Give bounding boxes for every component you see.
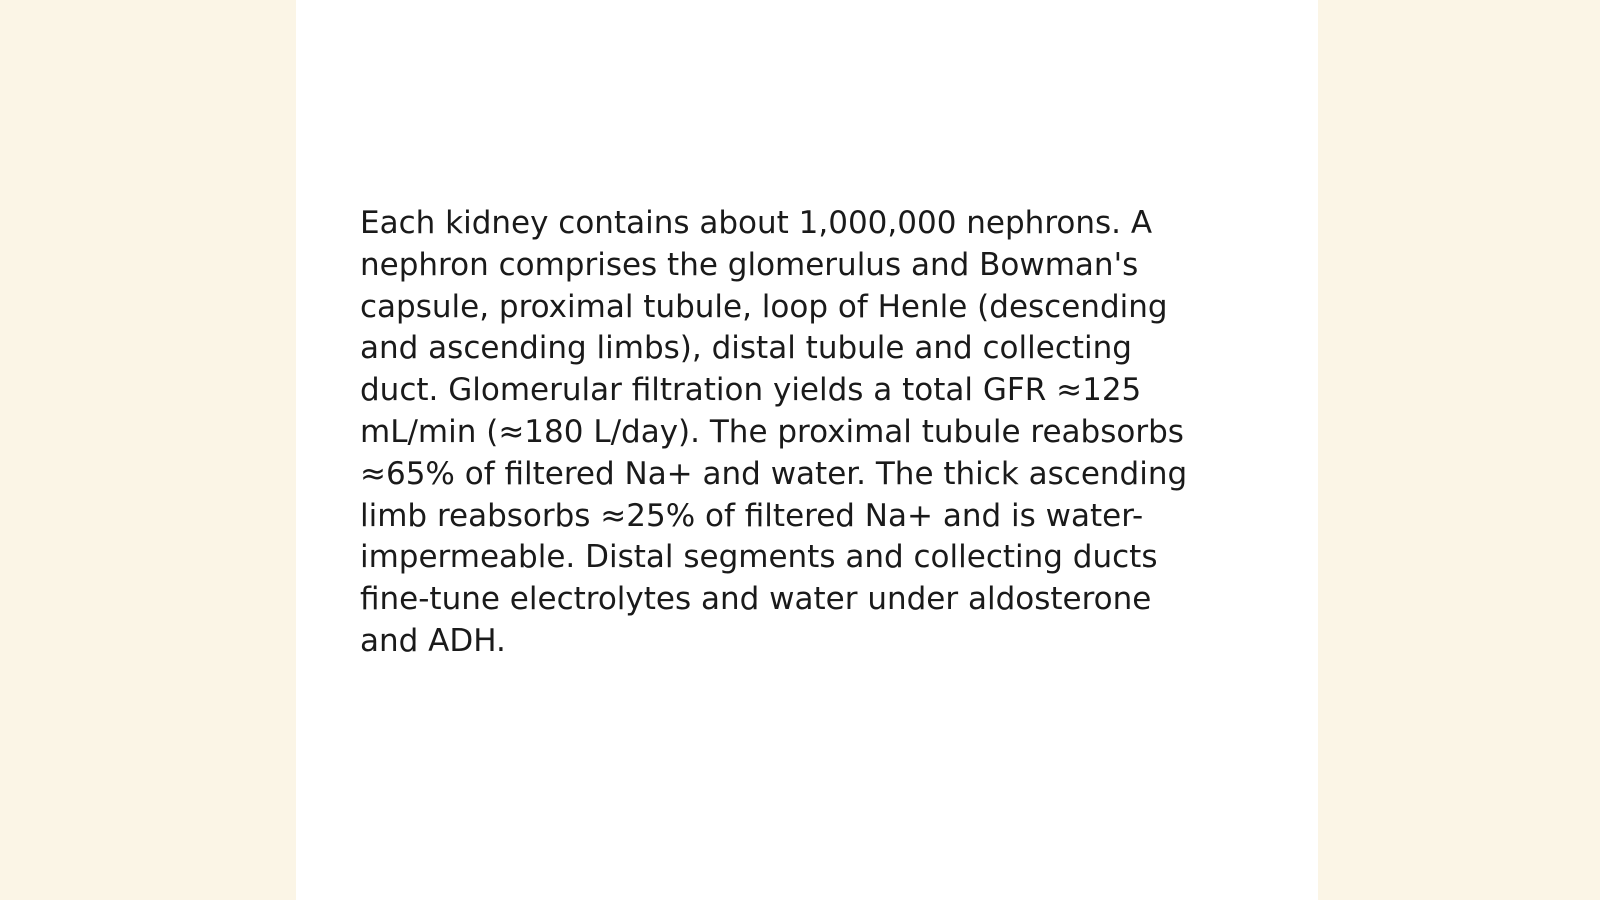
paragraph-line: duct. Glomerular filtration yields a total GFR ≈125 (360, 372, 1142, 409)
paragraph-line: fine-tune electrolytes and water under aldosterone (360, 581, 1152, 618)
paragraph-line: mL/min (≈180 L/day). The proximal tubule reabsorbs (360, 413, 1184, 450)
paragraph-line: and ADH. (360, 622, 506, 659)
paragraph-line: ≈65% of filtered Na+ and water. The thick ascending (360, 455, 1188, 492)
paragraph-line: nephron comprises the glomerulus and Bowman's (360, 246, 1139, 283)
paragraph-line: Each kidney contains about 1,000,000 nephrons. A (360, 205, 1153, 241)
paragraph-line: limb reabsorbs ≈25% of filtered Na+ and is water- (360, 497, 1144, 534)
body-paragraph (360, 203, 1230, 663)
paragraph-line: capsule, proximal tubule, loop of Henle (descending (360, 288, 1168, 325)
paragraph-line: impermeable. Distal segments and collecting ducts (360, 539, 1158, 576)
document-page (296, 0, 1318, 900)
paragraph-line: and ascending limbs), distal tubule and collecting (360, 330, 1132, 367)
